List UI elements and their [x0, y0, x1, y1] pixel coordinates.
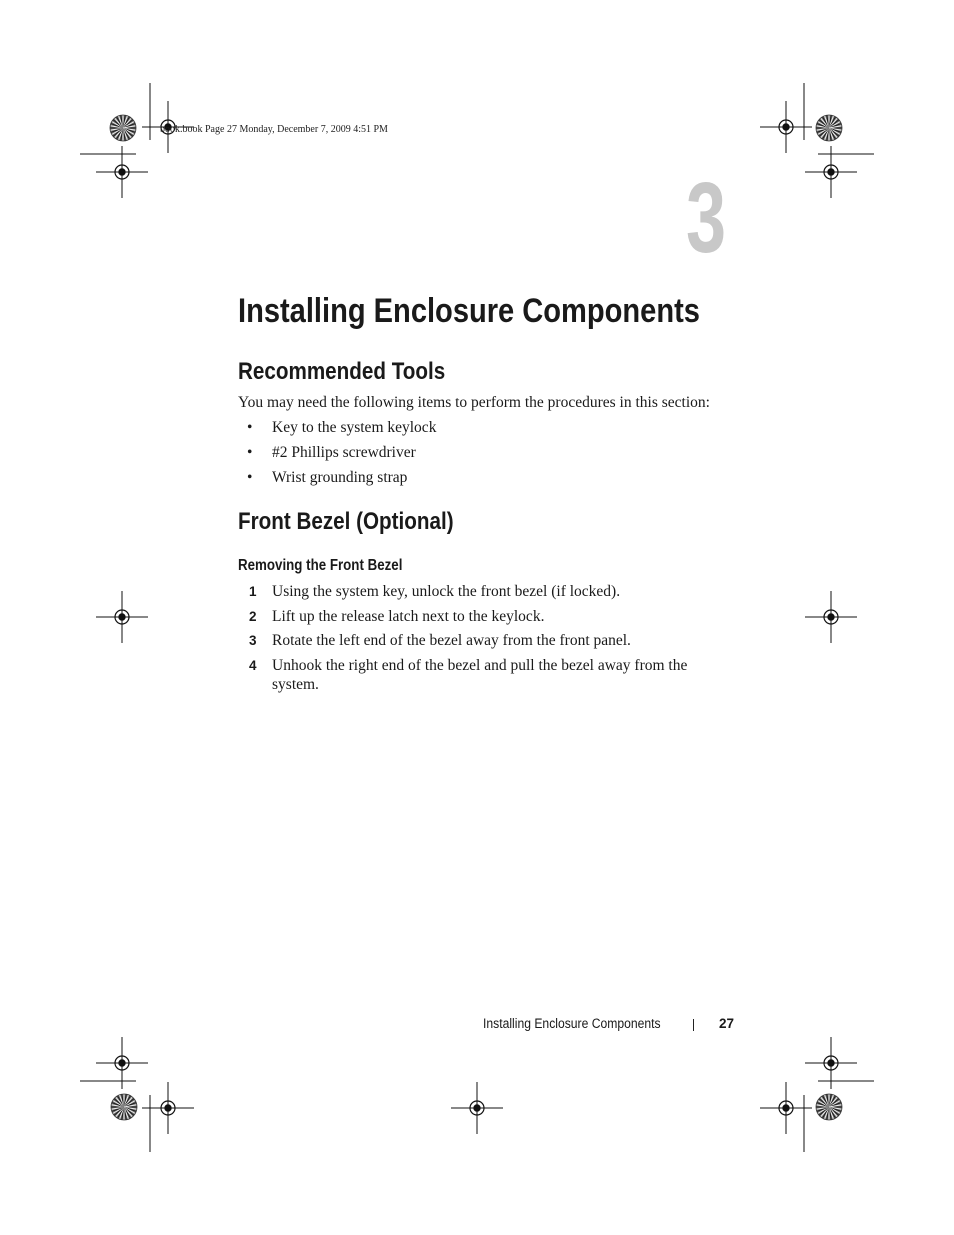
- step-number: 3: [249, 633, 257, 648]
- step-item: [238, 631, 698, 651]
- tools-intro: You may need the following items to perform the procedures in this section:: [238, 394, 710, 411]
- density-starburst-icon: [111, 1094, 137, 1120]
- step-number: 1: [249, 584, 257, 599]
- registration-target-icon: [451, 1082, 503, 1134]
- registration-target-icon: [96, 591, 148, 643]
- footer-chapter-title: Installing Enclosure Components: [483, 1016, 661, 1031]
- density-starburst-icon: [816, 1094, 842, 1120]
- heading-recommended-tools: Recommended Tools: [238, 358, 446, 385]
- density-starburst-icon: [110, 115, 136, 141]
- step-item: [238, 656, 698, 695]
- step-item: [238, 582, 698, 602]
- subheading-removing-bezel: Removing the Front Bezel: [238, 557, 403, 574]
- step-text: Unhook the right end of the bezel and pull the bezel away from the system.: [272, 656, 688, 693]
- step-text: Rotate the left end of the bezel away from the front panel.: [272, 632, 631, 649]
- heading-front-bezel: Front Bezel (Optional): [238, 508, 454, 535]
- chapter-title: Installing Enclosure Components: [238, 292, 700, 330]
- step-number: 4: [249, 657, 257, 673]
- density-starburst-icon: [816, 115, 842, 141]
- step-text: Using the system key, unlock the front bezel (if locked).: [272, 583, 621, 600]
- list-item-text: Key to the system keylock: [272, 419, 437, 436]
- page-number: 27: [719, 1016, 735, 1031]
- bullet-icon: •: [247, 444, 253, 461]
- chapter-number: 3: [686, 162, 727, 274]
- list-item-text: Wrist grounding strap: [272, 469, 408, 486]
- step-item: [238, 607, 698, 627]
- print-slug: book.book Page 27 Monday, December 7, 2009 4:51 PM: [160, 124, 388, 135]
- list-item-text: #2 Phillips screwdriver: [272, 444, 416, 461]
- step-number: 2: [249, 608, 257, 624]
- removal-steps: [238, 582, 698, 700]
- registration-target-icon: [805, 591, 857, 643]
- bullet-icon: •: [247, 419, 253, 436]
- footer-divider: [693, 1019, 694, 1031]
- step-text: Lift up the release latch next to the keylock.: [272, 607, 545, 625]
- bullet-icon: •: [247, 469, 253, 486]
